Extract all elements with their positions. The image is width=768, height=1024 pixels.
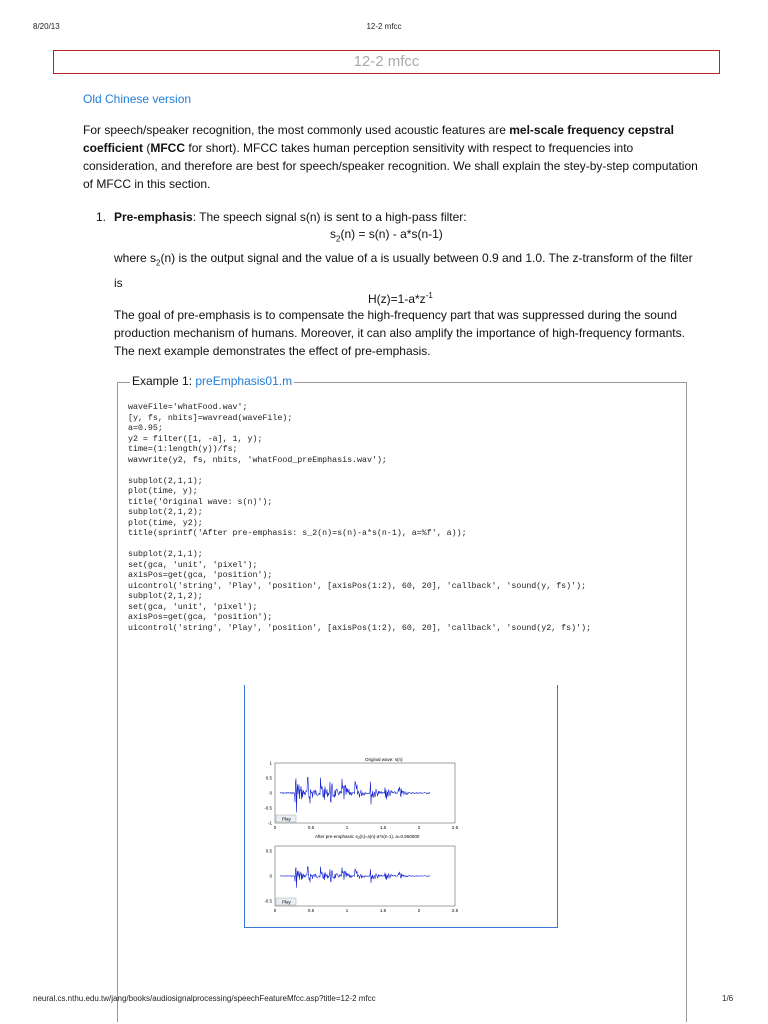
intro-paragraph: For speech/speaker recognition, the most commonly used acoustic features are mel-scale frequency cepstral coefficient (MFCC for short). MFCC takes human perception sensitivity with respect to frequencies into consideration, and therefore are best for speech/speaker recognition. We shall explain the stey-by-step computation of MFCC in this section. bbox=[83, 123, 698, 191]
goal-paragraph: The goal of pre-emphasis is to compensate the high-frequency part that was suppressed during the sound production mechanism of humans. Moreover, it can also amplify the importance of high-frequency formants. The next example demonstrates the effect of pre-emphasis. bbox=[114, 308, 685, 358]
tick-label: 2.5 bbox=[451, 908, 459, 913]
figure-panel bbox=[244, 685, 558, 928]
example-file-link[interactable]: preEmphasis01.m bbox=[195, 374, 293, 388]
tick-label: 0.5 bbox=[307, 908, 315, 913]
tick-label: 0 bbox=[269, 790, 272, 796]
plot2-yticks bbox=[264, 849, 272, 904]
where-paragraph: where $s_2(n)$ is the output signal and the value of a is usually between 0.9 and 1.0. The z-transform of the filter is bbox=[114, 251, 693, 291]
tick-label: -0.5 bbox=[264, 805, 272, 811]
tick-label: 1.5 bbox=[379, 825, 387, 830]
tick-label: 1.5 bbox=[379, 908, 387, 913]
tick-label: 0 bbox=[269, 873, 272, 879]
tick-label: 0 bbox=[273, 908, 277, 913]
plot2-title: After pre-emphasis: $s_2(n)=s(n)-a*s(n-1)$, a=0.950000 bbox=[315, 834, 420, 840]
play-button-2-label: Play bbox=[282, 899, 291, 905]
plot2-xticks bbox=[274, 908, 459, 913]
plot1-yticks bbox=[264, 761, 272, 826]
tick-label: -1 bbox=[267, 820, 272, 826]
matlab-code-block: waveFile='whatFood.wav'; [y, fs, nbits]=wavread(waveFile); a=0.95; y2 = filter([1, -a], 1, y); time=(1:length(y))/fs; wavwrite(y2, fs, nbits, 'whatFood_preEmphasis.wav'); subplot(2,1,1); plot(time, y); title('Original wave: s(n)'); subplot(2,1,2); plot(time, y2); title(sprintf('After pre-emphasis: s_2(n)=s(n)-a*s(n-1), a=%f', a)); subplot(2,1,1); set(gca, 'unit', 'pixel'); axisPos=get(gca, 'position'); uicontrol('string', 'Play', 'position', [axisPos(1:2), 60, 20], 'callback', 'sound(y, fs)'); subplot(2,1,2); set(gca, 'unit', 'pixel'); axisPos=get(gca, 'position'); uicontrol('string', 'Play', 'position', [axisPos(1:2), 60, 20], 'callback', 'sound(y2, fs)'); bbox=[128, 403, 592, 633]
old-chinese-version-link[interactable]: Old Chinese version bbox=[83, 92, 192, 106]
step-heading: Pre-emphasis: The speech signal s(n) is sent to a high-pass filter: bbox=[114, 210, 467, 224]
tick-label: 1 bbox=[269, 760, 272, 766]
page-title: 12-2 mfcc bbox=[53, 50, 720, 74]
page-number: 1/6 bbox=[722, 994, 734, 1003]
plot1-xticks bbox=[274, 825, 459, 830]
tick-label: 1 bbox=[345, 825, 349, 830]
tick-label: 2 bbox=[417, 825, 421, 830]
tick-label: 0.5 bbox=[265, 775, 272, 781]
print-date: 8/20/13 bbox=[33, 22, 60, 31]
example-legend: Example 1: preEmphasis01.m bbox=[132, 374, 293, 388]
waveform-figure bbox=[245, 685, 557, 927]
plot1-title: Original wave: s(n) bbox=[365, 757, 403, 762]
tick-label: 1 bbox=[345, 908, 349, 913]
print-footer-url: neural.cs.nthu.edu.tw/jang/books/audiosignalprocessing/speechFeatureMfcc.asp?title=12-2 mfcc bbox=[33, 994, 376, 1003]
list-number: 1. bbox=[96, 210, 107, 224]
equation-pre-emphasis: $s_2(n) = s(n) - a*s(n-1)$ bbox=[330, 227, 443, 244]
tick-label: -0.5 bbox=[264, 898, 272, 904]
tick-label: 2 bbox=[417, 908, 421, 913]
play-button-1-label: Play bbox=[282, 816, 291, 822]
tick-label: 0.5 bbox=[307, 825, 315, 830]
tick-label: 2.5 bbox=[451, 825, 459, 830]
print-header-title: 12-2 mfcc bbox=[366, 22, 402, 31]
tick-label: 0 bbox=[273, 825, 277, 830]
equation-z-transform: $H(z)=1-a*z^{-1}$ bbox=[368, 291, 433, 306]
tick-label: 0.5 bbox=[265, 848, 272, 854]
